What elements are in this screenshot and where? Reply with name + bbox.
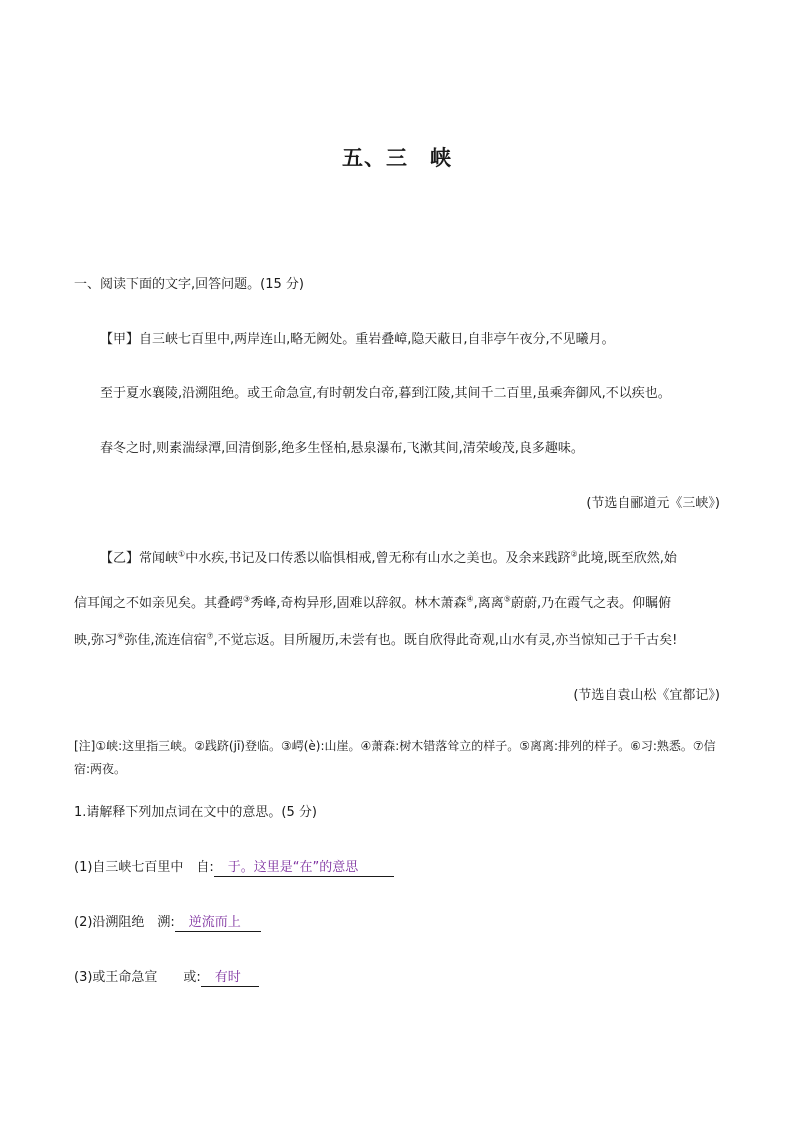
passage-yi-text: 【乙】常闻峡 xyxy=(100,551,179,566)
footnote-marker: ⑥ xyxy=(117,631,125,641)
footnote-marker: ③ xyxy=(243,594,251,604)
question-1-item-3 xyxy=(74,969,259,987)
footnote-marker: ① xyxy=(178,549,186,559)
footnote-marker: ④ xyxy=(466,594,474,604)
notes-line-1: [注]①峡:这里指三峡。②践跻(jī)登临。③崿(è):山崖。④萧森:树木错落耸立的样子。⑤离离:排列的样子。⑥习:熟悉。⑦信 xyxy=(74,739,716,753)
answer-blank[interactable]: 于。这里是“在”的意思 xyxy=(214,860,394,877)
section-heading: 一、阅读下面的文字,回答问题。(15 分) xyxy=(74,277,304,292)
item-prompt: (2)沿溯阻绝 溯: xyxy=(74,915,175,930)
notes-line-2: 宿:两夜。 xyxy=(74,762,127,776)
passage-jia-paragraph-1: 【甲】自三峡七百里中,两岸连山,略无阙处。重岩叠嶂,隐天蔽日,自非亭午夜分,不见曦月。 xyxy=(100,332,615,347)
question-1-item-2 xyxy=(74,914,261,932)
question-1-stem: 1.请解释下列加点词在文中的意思。(5 分) xyxy=(74,805,317,820)
item-prompt: (3)或王命急宣 或: xyxy=(74,970,201,985)
passage-yi-text: 弥佳,流连信宿 xyxy=(124,633,207,648)
passage-yi-text: 秀峰,奇构异形,固难以辞叙。林木萧森 xyxy=(250,596,467,611)
passage-yi-line-1 xyxy=(100,550,677,568)
passage-yi-source: (节选自袁山松《宜都记》) xyxy=(573,688,720,703)
passage-yi-text: ,不觉忘返。目所履历,未尝有也。既自欣得此奇观,山水有灵,亦当惊知己于千古矣! xyxy=(213,633,678,648)
passage-yi-text: 蔚蔚,乃在霞气之表。仰瞩俯 xyxy=(510,596,672,611)
answer-blank[interactable]: 逆流而上 xyxy=(175,915,261,932)
footnote-marker: ⑦ xyxy=(206,631,214,641)
passage-yi-text: 信耳闻之不如亲见矣。其叠崿 xyxy=(74,596,244,611)
passage-yi-text: ,离离 xyxy=(473,596,504,611)
answer-blank[interactable]: 有时 xyxy=(201,970,259,987)
passage-yi-line-3 xyxy=(74,632,677,650)
passage-jia-source: (节选自郦道元《三峡》) xyxy=(586,496,720,511)
passage-yi-text: 此境,既至欣然,始 xyxy=(577,551,677,566)
passage-jia-paragraph-2: 至于夏水襄陵,沿溯阻绝。或王命急宣,有时朝发白帝,暮到江陵,其间千二百里,虽乘奔御风,不以疾也。 xyxy=(100,386,671,401)
passage-yi-text: 映,弥习 xyxy=(74,633,118,648)
page-title: 五、三 峡 xyxy=(342,146,452,170)
footnote-marker: ⑤ xyxy=(503,594,511,604)
footnote-marker: ② xyxy=(570,549,578,559)
item-prompt: (1)自三峡七百里中 自: xyxy=(74,860,214,875)
question-1-item-1 xyxy=(74,859,394,877)
passage-yi-text: 中水疾,书记及口传悉以临惧相戒,曾无称有山水之美也。及余来践跻 xyxy=(185,551,571,566)
passage-yi-line-2 xyxy=(74,595,671,613)
passage-jia-paragraph-3: 春冬之时,则素湍绿潭,回清倒影,绝多生怪柏,悬泉瀑布,飞漱其间,清荣峻茂,良多趣味。 xyxy=(100,441,584,456)
